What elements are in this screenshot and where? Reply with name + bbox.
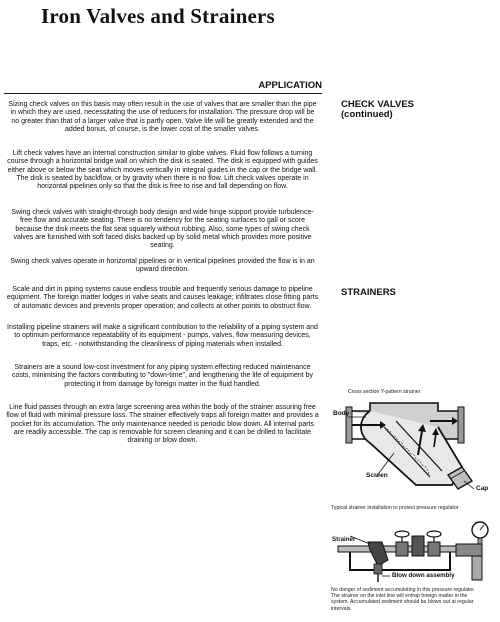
label-screen: Screen bbox=[366, 472, 388, 479]
figure1-caption: Cross section Y-pattern strainer bbox=[348, 389, 421, 395]
paragraph-scale-and-dirt: Scale and dirt in piping systems cause endless trouble and frequently serious damage to pipeline equipment. The foreign matter lodges in valve seats and causes leakage; infiltrates close fitting parts of automatic devices and prevents proper operation; and collects at other points to obstruct flow. bbox=[6, 286, 319, 310]
paragraph-sizing-check-valves: Sizing check valves on this basis may often result in the use of valves that are smaller than the pipe in which they are used, necessitating the use of reducers for installation. The pressure drop will be no greater than that of a larger valve that is partly open. Valve life will be greatly extended and the added bonus, of course, is the lower cost of the smaller valves. bbox=[8, 101, 317, 134]
side-heading-strainers: STRAINERS bbox=[341, 287, 396, 298]
paragraph-line-fluid: Line fluid passes through an extra large screening area within the body of the strainer assuring free flow of fluid with minimal pressure loss. The strainer effectively traps all foreign matter and provides a pocket for its accumulation. The only maintenance needed is periodic blow down. All internal parts are readily accessible. The cap is removable for screen cleaning and it can be drilled to facilitate draining or blow down. bbox=[6, 404, 319, 445]
side-heading-check-valves bbox=[341, 100, 414, 120]
label-blow-down-assembly: Blow down assembly bbox=[392, 572, 455, 579]
side-heading-check-valves-line2: (continued) bbox=[341, 109, 393, 120]
label-cap: Cap bbox=[476, 485, 489, 492]
page-title: Iron Valves and Strainers bbox=[41, 4, 275, 28]
paragraph-lift-check-valves: Lift check valves have an internal construction similar to globe valves. Fluid flow follows a turning course through a horizontal bridge wall on which the disk is seated. The disk is equipped with guides either above or below the seat which moves vertically in integral guides in the cap or the bridge wall. The disk is seated by backflow, or by gravity when there is no flow. Lift check valves operate in horizontal pipelines only so that the disk is free to rise and fall depending on flow. bbox=[7, 150, 318, 191]
paragraph-installing-strainers: Installing pipeline strainers will make a significant contribution to the reliability of a piping system and to optimum performance repeatability of its equipment - pumps, valves, flow measuring devices, traps, etc. - notwithstanding the cleanliness of piping materials when installed. bbox=[7, 324, 318, 348]
paragraph-swing-check-operation: Swing check valves operate in horizontal pipelines or in vertical pipelines provided the flow is in an upward direction. bbox=[10, 258, 315, 274]
paragraph-strainer-investment: Strainers are a sound low-cost investment for any piping system effecting reduced maintenance costs, minimising the factors contributing to "down-time", and lengthening the life of equipment by protecting it from damage by foreign matter in the fluid handled. bbox=[11, 364, 314, 388]
heading-rule bbox=[4, 93, 322, 94]
side-heading-check-valves-line1: CHECK VALVES bbox=[341, 99, 415, 110]
figure2-note: No danger of sediment accumulating in this pressure regulator. The strainer on the inlet line will entrap foreign matter in the system. Accumulated sediment should be blown out at regular intervals. bbox=[331, 587, 476, 612]
paragraph-swing-check-design: Swing check valves with straight-through body design and wide hinge support provide turbulence-free flow and accurate seating. There is no tendency for the seating surfaces to gall or score because the disk meets the flat seat squarely without rubbing. Also, some types of swing check valves are furnished with soft faced disks backed up by solid metal which provides more positive seating. bbox=[11, 209, 314, 250]
figure2-caption: Typical strainer installation to protect pressure regulator bbox=[331, 505, 459, 511]
label-strainer: Strainer bbox=[332, 536, 356, 543]
y-strainer-cross-section-diagram bbox=[330, 397, 498, 497]
label-body: Body bbox=[333, 410, 350, 417]
section-heading-application: APPLICATION bbox=[258, 80, 322, 91]
